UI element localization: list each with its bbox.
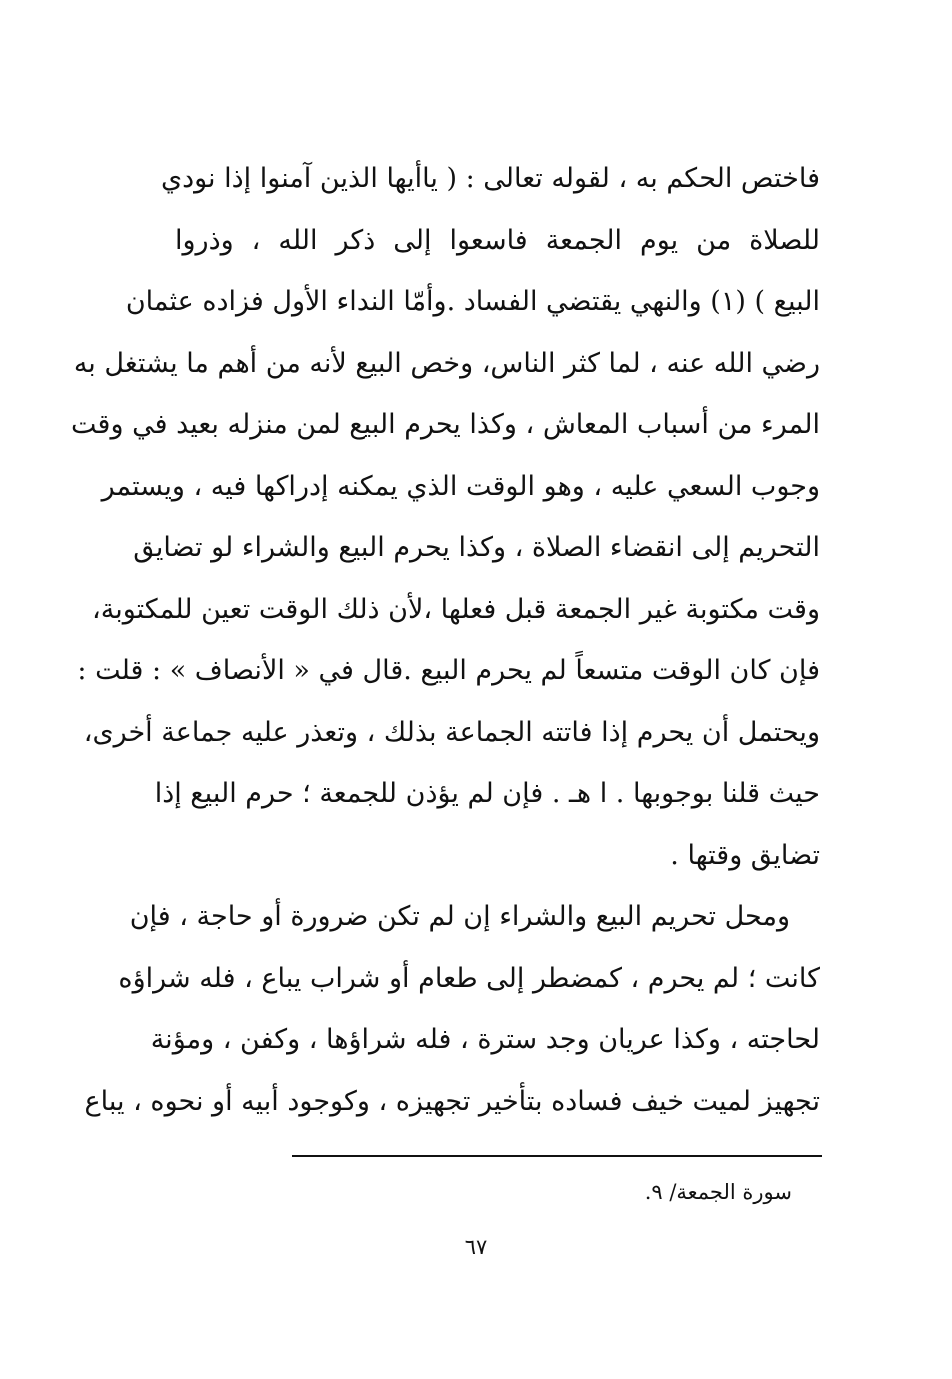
footnote: سورة الجمعة/ ٩.	[644, 1180, 792, 1204]
paragraph-2	[84, 886, 820, 1132]
footnote-divider	[292, 1155, 822, 1157]
text-line: رضي الله عنه ، لما كثر الناس، وخص البيع لأنه من أهم ما يشتغل به	[73, 347, 820, 379]
page-number: ٦٧	[464, 1235, 488, 1259]
text-line: التحريم إلى انقضاء الصلاة ، وكذا يحرم البيع والشراء لو تضايق	[133, 532, 820, 563]
text-line: حيث قلنا بوجوبها . ا هـ . فإن لم يؤذن للجمعة ؛ حرم البيع إذا	[154, 778, 820, 809]
paragraph-1	[71, 148, 820, 886]
text-line: لحاجته ، وكذا عريان وجد سترة ، فله شراؤها ، وكفن ، ومؤنة	[150, 1024, 820, 1055]
text-line: تجهيز لميت خيف فساده بتأخير تجهيزه ، وكوجود أبيه أو نحوه ، يباع	[84, 1085, 820, 1117]
text-line: تضايق وقتها .	[670, 839, 820, 871]
text-line: فإن كان الوقت متسعاً لم يحرم البيع .قال في « الأنصاف » : قلت :	[77, 655, 820, 686]
text-line: البيع ) (١) والنهي يقتضي الفساد .وأمّا النداء الأول فزاده عثمان	[125, 286, 820, 317]
text-line: فاختص الحكم به ، لقوله تعالى : ( ياأيها الذين آمنوا إذا نودي	[160, 163, 820, 194]
text-line: المرء من أسباب المعاش ، وكذا يحرم البيع لمن منزله بعيد في وقت	[71, 409, 820, 440]
text-line: للصلاة من يوم الجمعة فاسعوا إلى ذكر الله ، وذروا	[175, 224, 820, 256]
text-line: وجوب السعي عليه ، وهو الوقت الذي يمكنه إدراكها فيه ، ويستمر	[101, 470, 820, 502]
text-line: وقت مكتوبة غير الجمعة قبل فعلها ،لأن ذلك الوقت تعين للمكتوبة،	[92, 593, 820, 625]
text-line: ومحل تحريم البيع والشراء إن لم تكن ضرورة أو حاجة ، فإن	[129, 901, 790, 932]
text-line: كانت ؛ لم يحرم ، كمضطر إلى طعام أو شراب يباع ، فله شراؤه	[118, 962, 820, 994]
text-line: ويحتمل أن يحرم إذا فاتته الجماعة بذلك ، وتعذر عليه جماعة أخرى،	[83, 716, 820, 748]
